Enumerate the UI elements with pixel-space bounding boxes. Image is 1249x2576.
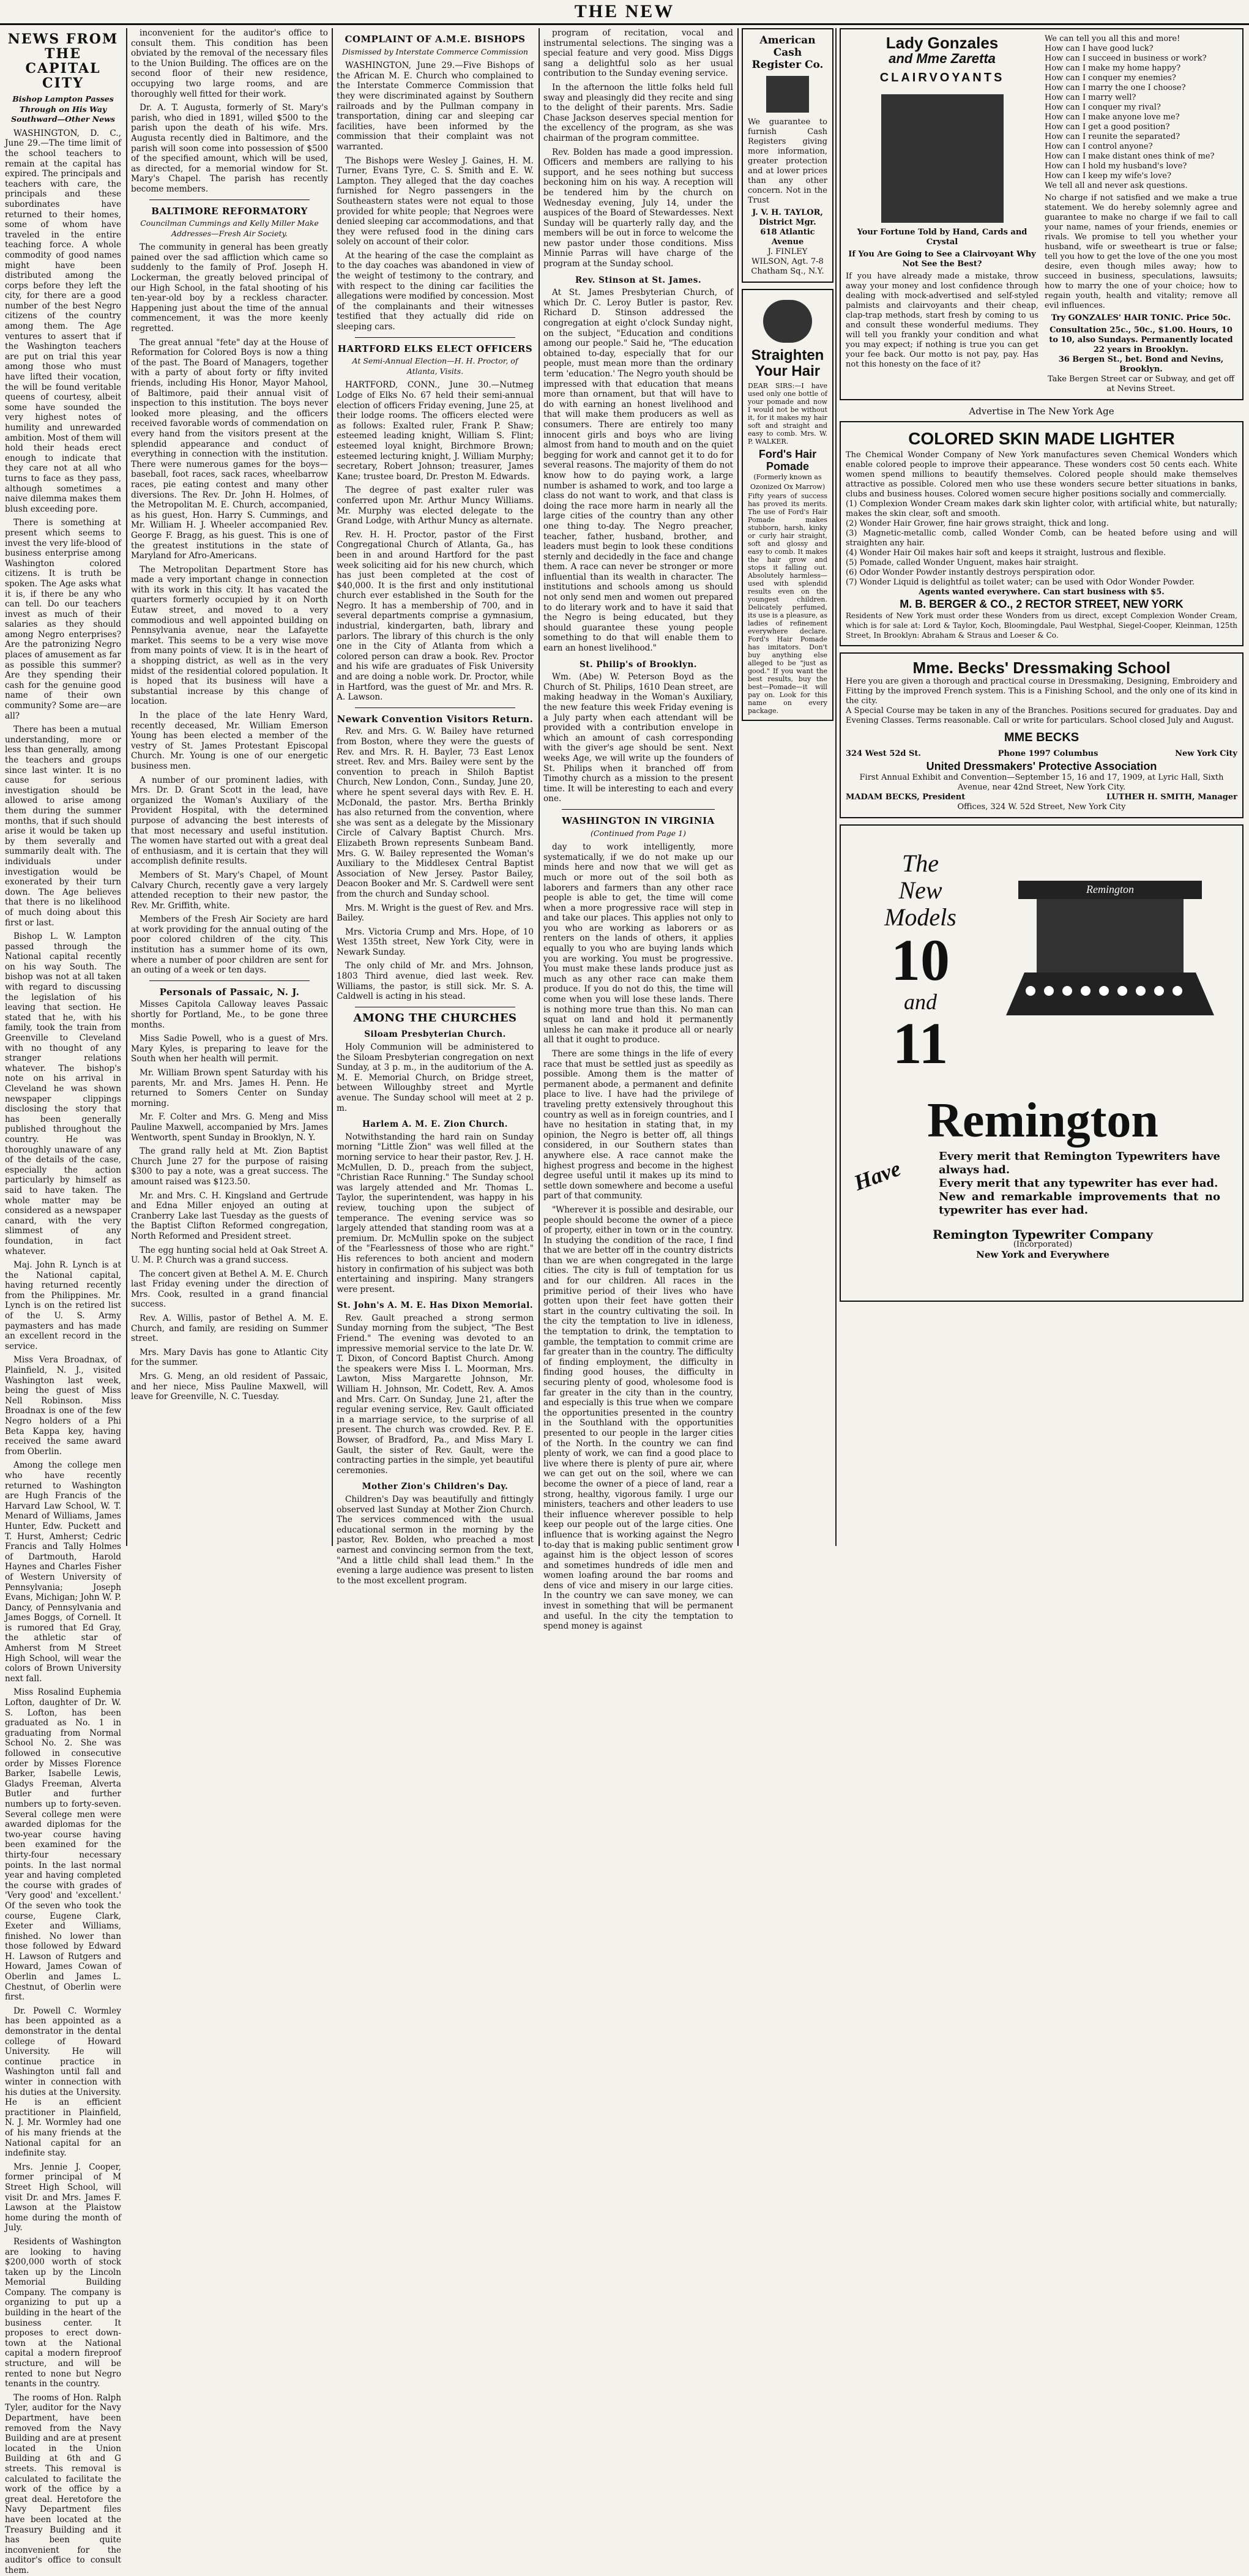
- ad-the: The: [902, 849, 939, 878]
- paragraph: Mrs. Victoria Crump and Mrs. Hope, of 10 West 135th street, New York City, were in Newark Sunday.: [337, 927, 534, 957]
- inc: (Incorporated): [1013, 1239, 1073, 1249]
- church-heading: Harlem A. M. E. Zion Church.: [362, 1119, 508, 1130]
- product-item: (2) Wonder Hair Grower, fine hair grows straight, thick and long.: [846, 519, 1109, 528]
- section-heading: COMPLAINT OF A.M.E. BISHOPS: [345, 34, 526, 45]
- section-heading: AMONG THE CHURCHES: [353, 1011, 517, 1025]
- section-heading: Personals of Passaic, N. J.: [159, 986, 300, 998]
- column-1: [5, 28, 121, 2575]
- paragraph: Wm. (Abe) W. Peterson Boyd as the Church of St. Philips, 1610 Dean street, are making headway in the Woman's Auxiliary, the new feature this week Friday evening is a July party when each attendant will be provided with a contribution envelope in which an amount of cash corresponding with the giver's age should be sent. Next weeks Age, we will write up the founders of St. Philips when it branched off from Timothy church as a mission to the present time. It will be interesting to each and every one.: [543, 672, 733, 804]
- question-item: How can I marry well?: [1045, 93, 1136, 102]
- remington-ad: [840, 824, 1243, 1302]
- paragraph: There is something at present which seems to invest the very life-blood of business enterprise among Washington colored citizens. It is truth be spoken. The Age asks what it is, if there be any who can tell. Do our teachers invest as much of their salaries as they should among Negro enterprises? Are the patronizing Negro places of amusement as far as possible this summer? Are they spending their cash for the genuine good name of their own community? Some are—are all?: [5, 518, 121, 721]
- paragraph: Members of St. Mary's Chapel, of Mount Calvary Church, recently gave a very largely attended reception to their new pastor, the Rev. Mr. Griffith, white.: [131, 870, 328, 911]
- paragraph: Rev. and Mrs. G. W. Bailey have returned from Boston, where they were the guests of Rev. and Mrs. R. H. Bayler, 73 East Lenox street. Rev. and Mrs. Bailey were sent by the convention to preach in Shiloh Baptist Church, New London, Conn., Sunday, June 20, where he spent several days with Rev. E. H. McDonald, the pastor. Mrs. Bertha Brinkly has also returned from the convention, where she was sent as a delegate by the Missionary Circle of Calvary Baptist Church. Mrs. Elizabeth Brown represents Sunbeam Band. Mrs. G. W. Bailey represented the Woman's Auxiliary to the Middlesex Central Baptist Association of New Jersey. Pastor Bailey, Deacon Booker and Mr. S. Cardwell were sent from the church and Sunday school.: [337, 726, 534, 899]
- paragraph: The grand rally held at Mt. Zion Baptist Church June 27 for the purpose of raising $300 to pay a note, was a great success. The amount raised was $123.50.: [131, 1146, 328, 1187]
- ad-body: The Chemical Wonder Company of New York manufactures seven Chemical Wonders which enable colored people to improve their appearance. These wonders cost 50 cents each. White women spend millions to beautify themselves. Colored people should make themselves attractive as possible. Colored men who use these wonders secure better situations in banks, clubs and business houses. Colored women secure higher positions socially and commercially.: [846, 450, 1237, 499]
- caption: Your Fortune Told by Hand, Cards and Crystal: [857, 228, 1027, 247]
- column-6-ads: [840, 28, 1243, 1546]
- column-4: [543, 28, 733, 1632]
- product-item: (5) Pomade, called Wonder Unguent, makes hair straight.: [846, 558, 1079, 567]
- section-heading: Newark Convention Visitors Return.: [337, 713, 534, 725]
- section-subheading: Dismissed by Interstate Commerce Commission: [342, 47, 528, 56]
- paragraph: inconvenient for the auditor's office to consult them. This condition has been obviated by the removal of the necessary files to the Union Building. The offices are on the second floor of their new residence, occupying two large rooms, and are thoroughly well fitted for their work.: [131, 28, 328, 99]
- paragraph: Rev. Gault preached a strong sermon Sunday morning from the subject, "The Best Friend." The evening was devoted to an impressive memorial service to the late Dr. W. T. Dixon, of Concord Baptist Church. Among the speakers were Miss I. L. Moorman, Mrs. Lawton, Miss Margarette Johnson, Mr. William H. Johnson, Mr. Codett, Rev. A. Amos and Mrs. Carr. On Sunday, June 21, after the regular evening service, Rev. Gault officiated in a marriage service, to the surprise of all present. The church was crowded. Rev. P. E. Bowser, of Bradford, Pa., and Miss Mary I. Gault, the sister of Rev. Gault, were the contracting parties in the simple, yet beautiful ceremonies.: [337, 1313, 534, 1476]
- clairvoyants-ad: [840, 28, 1243, 400]
- exhibit: First Annual Exhibit and Convention—September 15, 16 and 17, 1909, at Lyric Hall, Sixth Avenue, near 42nd Street, New York City.: [859, 772, 1224, 792]
- paragraph: At St. James Presbyterian Church, of which Dr. C. Leroy Butler is pastor, Rev. Richard D. Stinson addressed the congregation at eight o'clock Sunday night, on the subject, "Education and conditions among our people." Said he, "The education obtained to-day, especially that for our people, must mean more than the ordinary term 'education.' The Negro youth should be impressed with that education that means more than ornament, but that will have to do with earning an honest livelihood and that will make them producers as well as consumers. There are entirely too many innocent girls and boys who are living almost from hand to mouth and on the quiet begging for work and cannot get it to do for several reasons. The majority of them do not know how to do paying work, a large number is ashamed to work, and too large a class do not want to work, and that class is doing the race more harm in nearly all the large cities of the country than any other one thing to-day. The Negro preacher, teacher, father, husband, brother, and leaders must begin to look these conditions sternly and decidedly in the face and change them. A race can never be stronger or more influential than its wealth in character. The institutions and schools among us should not only send men and women out prepared to do literary work and to have it said that the Negro is being educated, but they should guarantee these young people something to do that will enable them to earn an honest livelihood.": [543, 288, 733, 654]
- model-10: 10: [891, 927, 950, 993]
- divider: [562, 809, 715, 810]
- location: New York and Everywhere: [976, 1249, 1109, 1261]
- section-heading: BALTIMORE REFORMATORY: [151, 205, 308, 217]
- divider: [149, 980, 310, 981]
- paragraph: program of recitation, vocal and instrumental selections. The singing was a special feature and very good. Miss Diggs sang a delightful solo as her usual contribution to the Sunday evening service.: [543, 28, 733, 79]
- paragraph: Misses Capitola Calloway leaves Passaic shortly for Portland, Me., to be gone three months.: [131, 999, 328, 1030]
- paragraph: In the afternoon the little folks held full sway and pleasingly did they recite and sing to the delight of their parents. Mrs. Sadie Chase Jackson deserves special mention for the excellency of the program, as she was chairman of the program committee.: [543, 82, 733, 143]
- lead: If You Are Going to See a Clairvoyant Why Not See the Best?: [848, 250, 1036, 269]
- paragraph: Among the college men who have recently returned to Washington are Hugh Francis of the Harvard Law School, W. T. Menard of Williams, James Hunter, Edw. Puckett and T. Hurst, Amherst; Cedric Francis and Tally Holmes of Dartmouth, Harold Haynes and Charles Fisher of Western University of Pennsylvania; Joseph Evans, Michigan; John W. P. Dancy, of Pennsylvania and James Boggs, of Cornell. It is rumored that Ed Gray, the athletic star of Amherst from M Street High School, will wear the colors of Brown University next fall.: [5, 1460, 121, 1684]
- paragraph: Mrs. Mary Davis has gone to Atlantic City for the summer.: [131, 1347, 328, 1368]
- paragraph: Mr. F. Colter and Mrs. G. Meng and Miss Pauline Maxwell, accompanied by Mrs. James Wentworth, spent Sunday in Brooklyn, N. Y.: [131, 1112, 328, 1143]
- product-item: (6) Odor Wonder Powder instantly destroys perspiration odor.: [846, 568, 1095, 577]
- section-heading: HARTFORD ELKS ELECT OFFICERS: [337, 343, 533, 354]
- hours: Consultation 25c., 50c., $1.00. Hours, 10 to 10, also Sundays. Permanently located 22 years in Brooklyn.: [1049, 326, 1233, 354]
- cash-register-illustration: [766, 76, 809, 113]
- section-subheading: At Semi-Annual Election—H. H. Proctor, of Atlanta, Visits.: [352, 356, 518, 376]
- paragraph: Mrs. Jennie J. Cooper, former principal of M Street High School, will visit Dr. and Mrs. James F. Lawson at the Plaistow home during the month of July.: [5, 2162, 121, 2233]
- question-item: How can I conquer my enemies?: [1045, 73, 1176, 83]
- paragraph: Holy Communion will be administered to the Siloam Presbyterian congregation on next Sunday, at 3 p. m., in the auditorium of the A. M. E. Memorial Church, on Bridge street, between Willoughby street and Myrtle avenue. The Sunday school will meet at 2 p. m.: [337, 1042, 534, 1113]
- product-item: (1) Complexion Wonder Cream makes dark skin lighter color, with artificial white, but naturally; makes the skin clear, soft and smooth.: [846, 499, 1237, 518]
- church-heading: Siloam Presbyterian Church.: [364, 1029, 506, 1040]
- city: New York City: [1175, 749, 1237, 758]
- merit-item: Every merit that any typewriter has ever had.: [939, 1177, 1218, 1190]
- association: United Dressmakers' Protective Association: [926, 760, 1157, 772]
- ad-body: Fifty years of success has proved its merits. The use of Ford's Hair Pomade makes stubborn, harsh, kinky or curly hair straight, soft and glossy and easy to comb. It makes the hair grow and stops it falling out. Absolutely harmless—used with splendid results even on the youngest children. Delicately perfumed, its use is a pleasure, as ladies of refinement everywhere declare. Ford's Hair Pomade has imitators. Don't buy anything else alleged to be "just as good." If you want the best results, buy the best—Pomade—it will pay on. Look for this name on every package.: [748, 492, 827, 715]
- ad-agent: J. V. H. TAYLOR, District Mgr.: [752, 208, 823, 227]
- paragraph: The Metropolitan Department Store has made a very important change in connection with its work in this city. It has vacated the quarters formerly occupied by it on North Eutaw street, and moved to a very commodious and well appointed building on Pennsylvania avenue, near the Lafayette market. This seems to be a very wise move from many points of view. It is in the heart of a shopping district, as well as in the very midst of the residential colored population. It is hoped that its business will have a substantial increase by this change of location.: [131, 564, 328, 707]
- brand: Remington: [927, 1094, 1158, 1148]
- paragraph: Miss Rosalind Euphemia Lofton, daughter of Dr. W. S. Lofton, has been graduated as No. 1 in graduating from Normal School No. 2. She was followed in consecutive order by Misses Florence Barker, Isabelle Lewis, Gladys Freeman, Alverta Butler and further numbers up to forty-seven. Several college men were awarded diplomas for the two-year course having been examined for the thirty-four necessary points. In the last normal year and having completed the course with grades of 'Very good' and 'excellent.' Of the seven who took the course, Eugene Clark, Exeter and Williams, finished. No lower than those followed by Edward H. Lawson of Rutgers and Howard, James Cowan of Oberlin and James L. Chestnut, of Oberlin were first.: [5, 1687, 121, 2003]
- question-item: How can I hold my husband's love?: [1045, 162, 1187, 171]
- section-heading: WASHINGTON IN VIRGINIA: [562, 815, 715, 826]
- subhead: Bishop Lampton Passes Through on His Way Southward—Other News: [11, 94, 115, 124]
- cash-register-ad: [742, 28, 833, 283]
- paragraph: Mr. William Brown spent Saturday with his parents, Mr. and Mrs. James H. Penn. He returned to Somers Center on Sunday morning.: [131, 1068, 328, 1108]
- product-list: [846, 499, 1237, 588]
- ad-body: We guarantee to furnish Cash Registers giving more information, greater protection and at lower prices than any other concern. Not in the Trust: [748, 118, 827, 205]
- question-item: How can I conquer my rival?: [1045, 103, 1161, 112]
- column-2: [131, 28, 328, 1546]
- question-item: How can I reunite the separated?: [1045, 132, 1180, 141]
- brand-name-2: Pomade: [766, 460, 810, 472]
- advertise-line: Advertise in The New York Age: [969, 406, 1114, 417]
- headline: NEWS FROM THE CAPITAL CITY: [7, 31, 119, 91]
- column-rule: [835, 28, 837, 1546]
- paragraph: WASHINGTON, June 29.—Five Bishops of the African M. E. Church who complained to the Interstate Commerce Commission that they were discriminated against by Southern railroads and by the Pullman company in transportation, dining car and sleeping car facilities, have been informed by the commission that their complaint was not warranted.: [337, 61, 534, 152]
- paragraph: Miss Vera Broadnax, of Plainfield, N. J., visited Washington last week, being the guest of Miss Nell Robinson. Miss Broadnax is one of the few Negro holders of a Phi Beta Kappa key, having received the same award from Oberlin.: [5, 1355, 121, 1457]
- paragraph: Residents of Washington are looking to having $200,000 worth of stock taken up by the Lincoln Memorial Building Company. The company is organizing to put up a building in the heart of the business center. It proposes to erect down-town at the National capital a modern fireproof structure, and will be rented to none but Negro tenants in the country.: [5, 2236, 121, 2389]
- directions: Take Bergen Street car or Subway, and get off at Nevins Street.: [1047, 375, 1235, 394]
- formerly: (Formerly known as Ozonized Ox Marrow): [750, 473, 826, 491]
- paragraph: Mrs. M. Wright is the guest of Rev. and Mrs. Bailey.: [337, 903, 534, 924]
- paragraph: Mr. and Mrs. C. H. Kingsland and Gertrude and Edna Miller enjoyed an outing at Cranberry Lake last Tuesday as the guests of the Baptist Clifton Reformed congregation, North Reformed and President street.: [131, 1190, 328, 1241]
- paragraph: The concert given at Bethel A. M. E. Church last Friday evening under the direction of Mrs. Cook, resulted in a grand financial success.: [131, 1269, 328, 1310]
- divider: [355, 707, 515, 708]
- brand-name: Ford's Hair: [758, 448, 817, 460]
- paragraph: Notwithstanding the hard rain on Sunday morning "Little Zion" was well filled at the morning service to hear their pastor, Rev. J. H. McMullen, D. D., preach from the subject, "Christian Race Running." The Sunday school was largely attended and Mr. Thomas L. Taylor, the superintendent, was happy in his review, touching upon the subject of temperance. The evening service was so largely attended that standing room was at a premium. Dr. McMullin spoke on the subject of the "Fearlessness of those who are right." His references to both ancient and modern history in confirmation of his subject was both entertaining and inspiring. Many strangers were present.: [337, 1132, 534, 1294]
- ad-models: Models: [884, 903, 956, 931]
- paragraph: Dr. A. T. Augusta, formerly of St. Mary's parish, who died in 1891, willed $500 to the parish upon the death of his wife. Mrs. Augusta recently died in Baltimore, and the parish will soon come into possession of $500 of the specified amount, which will be used, as directed, for a memorial window for St. Mary's Chapel. The parish has recently become members.: [131, 103, 328, 194]
- paragraph: WASHINGTON, D. C., June 29.—The time limit of the school teachers to remain at the capital has expired. The principals and teachers with care, the principals and these subordinates have returned to their homes, some of whom have traveled in the entire teaching force. A whole commodity of good names might have been distributed among the corps before they left the city, for there are a good number of the best Negro citizens of the country among them. The Age ventures to assert that if the Washington teachers are put on trial this year among those who must have lifted their vocation, the will be found veritable queens of courtesy, albeit some have sounded the very highest notes of humility and unrewarded ambition. Most of them will hold their heads erect enough to indicate that they care not at all who turns to face as they pass, although sometimes a naive dilemma makes them blush exceeding pore.: [5, 128, 121, 514]
- paragraph: The great annual "fete" day at the House of Reformation for Colored Boys is now a thing of the past. The Board of Managers, together with a party of about forty or fifty invited friends, including His Honor, Mayor Mahool, of Baltimore, paid their annual visit of inspection to this institution. The boys never looked more pleasing, and the officers received favorable words of commendation on every hand from the visitors present at the splendid appearance and conduct of everything in connection with the institution. There were numerous games for the boys—baseball, foot races, sack races, wheelbarrow races, pie eating contest and many other diversions. The Rev. Dr. John H. Holmes, of the Metropolitan M. E. Church, accompanied, as his guest, Hon. Harry S. Cummings, and Mr. William H. J. Wheeler accompanied Rev. George F. Bragg, as his guest. This is one of the greatest institutions in the state of Maryland for Afro-Americans.: [131, 337, 328, 561]
- phone: Phone 1997 Columbus: [997, 749, 1098, 758]
- ad-new: New: [898, 876, 942, 905]
- paragraph: At the hearing of the case the complaint as to the day coaches was abandoned in view of the weight of testimony to the contrary, and with respect to the dining car facilities the allegations were modified by concession. Most of the complainants and their witnesses testified that they actually did ride on sleeping cars.: [337, 250, 534, 332]
- product-item: (3) Magnetic-metallic comb, called Wonder Comb, can be heated before using and will straighten any hair.: [846, 529, 1237, 548]
- column-5-ads: [742, 28, 833, 1546]
- address: 36 Bergen St., bet. Bond and Nevins, Brooklyn.: [1058, 355, 1224, 374]
- merit-item: Every merit that Remington Typewriters have always had.: [939, 1150, 1220, 1177]
- ad-title-3: CLAIRVOYANTS: [879, 71, 1005, 84]
- company: Remington Typewriter Company: [932, 1227, 1154, 1242]
- model-11: 11: [892, 1010, 949, 1077]
- ad-title-2: Your Hair: [755, 363, 821, 379]
- ad-title-2: and Mme Zaretta: [889, 51, 996, 66]
- divider: [355, 337, 515, 338]
- ad-body: If you have already made a mistake, throw away your money and lost confidence through dealing with mock-advertised and self-styled palmists and clairvoyants and their cheap, clap-trap methods, start fresh by coming to us and consult these wonderful mediums. They will tell you frankly your condition and what you may expect; if nothing is true you can get your fee back. Our motto is not pay, pay. Has not this honesty on the face of it?: [846, 272, 1038, 369]
- president: MADAM BECKS, President: [846, 792, 966, 802]
- question-list: [1045, 34, 1237, 191]
- paragraph: The only child of Mr. and Mrs. Johnson, 1803 Third avenue, died last week. Rev. Williams, the pastor, is still sick. Mr. S. A. Caldwell is acting in his stead.: [337, 961, 534, 1002]
- paragraph: Rev. H. H. Proctor, pastor of the First Congregational Church of Atlanta, Ga., has been in and around Hartford for the past week soliciting aid for his new church, which has just been completed at the cost of $40,000. It is the first and only institutional church ever established in the South for the Negro. It has a membership of 700, and in several departments comprise a gymnasium, industrial, kindergarten, bath, library and parlors. The library of this church is the only one in the City of Atlanta from which a colored person can draw a book. Rev. Proctor and his wife are graduates of Fisk University and are doing a noble work. Dr. Proctor, while in Hartford, was the guest of Mr. and Mrs. R. A. Lawson.: [337, 529, 534, 703]
- question-item: How can I get a good position?: [1045, 122, 1170, 132]
- article-body: [5, 129, 121, 2576]
- question-item: How can I make my home happy?: [1045, 64, 1181, 73]
- question-item: How can I have good luck?: [1045, 44, 1154, 53]
- dealers: Residents of New York must order these Wonders from us direct, except Complexion Wonder Cream, which is for sale at: Lord & Taylor, Koch, Bloomingdale, Paul Westphal, Siegel-Cooper, Kleinman, 125th Street, In Brooklyn: Abraham & Straus and Loeser & Co.: [846, 611, 1237, 640]
- paragraph: Dr. Powell C. Wormley has been appointed as a demonstrator in the dental college of Howard University. He will continue practice in Washington until fall and winter in connection with his duties at the University. He is an efficient practitioner in Plainfield, N. J. Mr. Wormley had one of his many friends at the National capital for an indefinite stay.: [5, 2006, 121, 2159]
- product-item: (4) Wonder Hair Oil makes hair soft and keeps it straight, lustrous and flexible.: [846, 548, 1166, 558]
- ad-body: Here you are given a thorough and practical course in Dressmaking, Designing, Embroidery and Fitting by the improved French system. This is a Finishing School, and the only one of its kind in the city.: [846, 677, 1237, 706]
- column-rule: [737, 28, 739, 1546]
- question-item: We tell all and never ask questions.: [1045, 181, 1188, 190]
- question-item: How can I keep my wife's love?: [1045, 171, 1171, 181]
- paragraph: "Wherever it is possible and desirable, our people should become the owner of a piece of property, either in town or in the country. In studying the condition of the race, I find that we are better off in the country districts than we are when congregated in the large cities. The city is full of temptation for us and for our children. All races in the primitive period of their lives who have gotten upon their feet have gotten their start in the country cultivating the soil. In the city the temptation to live in idleness, the temptation to drink, the temptation to gamble, the temptation to commit crime are far greater than in the country. The difficulty of finding employment, the difficulty in finding good houses, the difficulty in securing plenty of good, wholesome food is far greater in the city than in the country, and especially is this true when we compare the opportunities presented in the country in the Southland with the opportunities presented to our people in the larger cities of the North. In the country we can find plenty of work, we can find a good place to live where there is plenty of pure air, where we can get out on the soil, where we can become the owner of a piece of land, rear a strong, healthy, vigorous family. I urge our ministers, teachers and other leaders to use their influence wherever possible to help keep our people out of the large cities. One influence that is working against the Negro to-day that is making public sentiment grow against him is the object lesson of scores and sometimes hundreds of idle men and women loafing around the bar rooms and dens of vice and misery in our large cities. In the country we can save money, we can invest in something that will be permanent and useful. In the city the temptation to spend money is against: [543, 1204, 733, 1632]
- column-3: [337, 28, 534, 1586]
- colored-skin-ad: [840, 421, 1243, 646]
- closing: No charge if not satisfied and we make a true statement. We do hereby solemnly agree and guarantee to make no charge if we fail to call your name, names of your friends, enemies or rivals. We promise to tell you whether your husband, wife or sweetheart is true or false; tell you how to get the love of the one you most desire, even though miles away; how to succeed in business, speculations, lawsuits; how to marry the one of your choice; how to regain youth, health and vitality; remove all evil influences.: [1045, 193, 1237, 310]
- question-item: How can I marry the one I choose?: [1045, 83, 1186, 92]
- product-item: (7) Wonder Liquid is delightful as toilet water; can be used with Odor Wonder Powder.: [846, 578, 1195, 587]
- clairvoyant-portrait: [881, 94, 1004, 223]
- ad-title: Mme. Becks' Dressmaking School: [912, 659, 1171, 677]
- question-item: How can I succeed in business or work?: [1045, 54, 1207, 63]
- paragraph: A number of our prominent ladies, with Mrs. Dr. D. Grant Scott in the lead, have organized the Woman's Auxiliary of the Provident Hospital, with the determined purpose of advancing the best interests of that most necessary and useful institution. The women have started out with a great deal of enthusiasm, and it is certain that they will accomplish definite results.: [131, 775, 328, 867]
- paragraph: There has been a mutual understanding, more or less than generally, among the teachers and groups since last winter. It is no cause for serious investigation should be allowed to arise among them during the summer months, that if such should arise it would be taken up by them severally and summarily dealt with. The individuals under investigation would be exonerated by their turn down. The Age believes that there is no likelihood of much doing about this first or last.: [5, 725, 121, 928]
- ad-address: 618 Atlantic Avenue: [760, 228, 815, 247]
- ad-title: Straighten: [751, 347, 824, 364]
- ad-title: COLORED SKIN MADE LIGHTER: [908, 429, 1175, 448]
- paragraph: Bishop L. W. Lampton passed through the National capital recently on his way South. The bishop was not at all taken with regard to discussing the legislation of his leaving that section. He stated that he, with his family, took the train from Greenville to Cleveland with no thought of any stranger relations whatever. The bishop's note on his arrival in Cleveland he was shown newspaper clippings disclosing the story that has been generally published throughout the country. He was thoroughly unaware of any of the details of the case, especially the action particularly by himself as said to have taken. The whole matter may be considered as a newspaper canard, with the very slimmest of any foundation, in fact whatever.: [5, 931, 121, 1256]
- paragraph: Members of the Fresh Air Society are hard at work providing for the annual outing of the poor colored children of the city. This institution has a summer home of its own, where a number of poor children are sent for an outing of a week or ten days.: [131, 914, 328, 976]
- paragraph: The rooms of Hon. Ralph Tyler, auditor for the Navy Department, have been removed from the Navy Building and are at present located in the Union Building at 6th and G streets. This removal is calculated to facilitate the work of the office by a great deal. Heretofore the Navy Department files have been located at the Treasury Building and it has been quite inconvenient for the auditor's office to consult them.: [5, 2392, 121, 2575]
- paragraph: There are some things in the life of every race that must be settled just as speedily as possible. Among them is the matter of permanent abode, a permanent and definite place to live. I have had the privilege of traveling pretty extensively throughout this country as well as in foreign countries, and I have no hesitation in stating that, in my opinion, the Negro is better off, all things considered, in our Southern states than anywhere else. A race cannot make the highest progress and become in the highest degree useful until it makes up its mind to settle down somewhere and become a useful part of that community.: [543, 1049, 733, 1201]
- section-subheading: Councilman Cummings and Kelly Miller Make Addresses—Fresh Air Society.: [140, 218, 319, 238]
- paragraph: Maj. John R. Lynch is at the National capital, having returned recently from the Philippines. Mr. Lynch is on the retired list of the U. S. Army paymasters and has made an excellent record in the service.: [5, 1260, 121, 1351]
- agents: Agents wanted everywhere. Can start business with $5.: [919, 588, 1165, 597]
- name: MME BECKS: [1004, 731, 1079, 744]
- paragraph: Children's Day was beautifully and fittingly observed last Sunday at Mother Zion Church. The services commenced with the usual educational sermon in the morning by the pastor, Rev. Bolden, who preached a most earnest and convincing sermon from the text, "And a little child shall lead them." In the evening a large audience was present to listen to the most excellent program.: [337, 1494, 534, 1586]
- question-item: We can tell you all this and more!: [1045, 34, 1180, 43]
- paragraph: Rev. A. Willis, pastor of Bethel A. M. E. Church, and family, are residing on Summer street.: [131, 1313, 328, 1344]
- offices: Offices, 324 W. 52d Street, New York City: [957, 802, 1126, 812]
- church-heading: Rev. Stinson at St. James.: [575, 275, 702, 285]
- ad-title: Lady Gonzales: [885, 34, 999, 52]
- paragraph: Mrs. G. Meng, an old resident of Passaic, and her niece, Miss Pauline Maxwell, will leave for Greenville, N. C. Tuesday.: [131, 1372, 328, 1402]
- question-item: How can I make anyone love me?: [1045, 113, 1180, 122]
- column-rule: [126, 28, 127, 1546]
- church-heading: St. Philip's of Brooklyn.: [580, 659, 697, 670]
- paragraph: HARTFORD, CONN., June 30.—Nutmeg Lodge of Elks No. 67 held their semi-annual election of officers Friday evening, June 25, at their lodge rooms. The officers elected were as follows: Exalted ruler, Frank P. Shaw; esteemed leading knight, William S. Flint; esteemed loyal knight, Birchmore Brown; esteemed lecturing knight, J. William Murphy; secretary, Robert Johnson; treasurer, James Kane; trustee board, Dr. Preston M. Edwards.: [337, 380, 534, 482]
- section-subheading: (Continued from Page 1): [591, 828, 686, 838]
- company: M. B. BERGER & CO., 2 RECTOR STREET, NEW YORK: [900, 598, 1184, 610]
- ad-and: and: [904, 990, 937, 1015]
- column-rule: [332, 28, 333, 1546]
- typewriter-label: Remington: [1086, 883, 1134, 896]
- church-heading: St. John's A. M. E. Has Dixon Memorial.: [337, 1301, 534, 1311]
- have: Have: [851, 1155, 904, 1196]
- manager: LUTHER H. SMITH, Manager: [1106, 792, 1237, 802]
- paragraph: The egg hunting social held at Oak Street A. U. M. P. Church was a grand success.: [131, 1245, 328, 1266]
- address: 324 West 52d St.: [846, 749, 921, 758]
- ad-title: American Cash Register Co.: [751, 34, 824, 71]
- paragraph: The Bishops were Wesley J. Gaines, H. M. Turner, Evans Tyre, C. S. Smith and E. W. Lampton. They alleged that the day coaches furnished for Negro passengers in the Southeastern states were not equal to those provided for white people; that Negroes were denied sleeping car accommodations, and that they were refused food in the dining cars solely on account of their color.: [337, 155, 534, 247]
- paragraph: day to work intelligently, more systematically, if we do not make up our minds here and now that we will get as much or more out of the soil both as laborers and farmers than any other race people is able to get, the time will come when a more progressive race will step in and take our places. This applies not only to you who are working as laborers or as renters on the lands of others, it applies equally to you who are buying lands which you are working. You must be progressive. You must make these lands produce just as much as any other race can make them produce. If you do not do this, the time will come when you will lose these lands. There is nothing more true than this. No man can squat on land and hold it permanently unless he can make it produce all or nearly all that it ought to produce.: [543, 842, 733, 1045]
- paragraph: The community in general has been greatly pained over the sad affliction which came so suddenly to the family of Prof. Joseph H. Lockerman, the greatly beloved principal of our High School, in the fatal shooting of his ten-year-old boy by a reckless character. Happening just about the time of the annual commencement, it was the more keenly regretted.: [131, 242, 328, 334]
- special: A Special Course may be taken in any of the Branches. Positions secured for graduates. Day and Evening Classes. Terms reasonable. Call or write for particulars. School closed July and August.: [846, 706, 1237, 725]
- paragraph: Rev. Bolden has made a good impression. Officers and members are rallying to his support, and he sees nothing but success beckoning him on his way. A reception will be tendered him by the church on Wednesday evening, July 14, under the auspices of the Board of Stewardesses. Next Sunday will be quarterly rally day, and the members will be out in force to welcome the new pastor under those conditions. Miss Minnie Parras will have charge of the program at the Sunday school.: [543, 147, 733, 269]
- ford-pomade-ad: [742, 289, 833, 721]
- testimonial: DEAR SIRS:—I have used only one bottle of your pomade and now I would not be without it, for it makes my hair soft and straight and easy to comb. Mrs. W. P. WALKER.: [748, 382, 827, 446]
- passaic-personals: [131, 999, 328, 1402]
- question-item: How can I make distant ones think of me?: [1045, 152, 1215, 161]
- merit-item: New and remarkable improvements that no typewriter has ever had.: [939, 1190, 1220, 1217]
- question-item: How can I control anyone?: [1045, 142, 1153, 151]
- column-rule: [539, 28, 540, 1546]
- tonic: Try GONZALES' HAIR TONIC. Price 50c.: [1051, 313, 1231, 323]
- masthead: THE NEW: [0, 0, 1249, 25]
- portrait-illustration: [763, 300, 812, 343]
- ad-agent-2: J. FINLEY WILSON, Agt. 7-8 Chatham Sq., N.Y.: [751, 247, 824, 276]
- paragraph: In the place of the late Henry Ward, recently deceased, Mr. William Emerson Young has been elected a member of the vestry of St. James Protestant Episcopal Church. Mr. Young is one of our energetic business men.: [131, 711, 328, 771]
- paragraph: The degree of past exalter ruler was conferred upon Mr. Arthur Muncy Williams. Mr. Murphy was elected delegate to the Grand Lodge, with Arthur Muncy as alternate.: [337, 485, 534, 526]
- becks-ad: [840, 652, 1243, 818]
- typewriter-illustration: [994, 844, 1226, 1028]
- church-heading: Mother Zion's Children's Day.: [362, 1482, 509, 1492]
- merit-list: [939, 1150, 1220, 1217]
- paragraph: Miss Sadie Powell, who is a guest of Mrs. Mary Kyles, is preparing to leave for the South when her health will permit.: [131, 1034, 328, 1064]
